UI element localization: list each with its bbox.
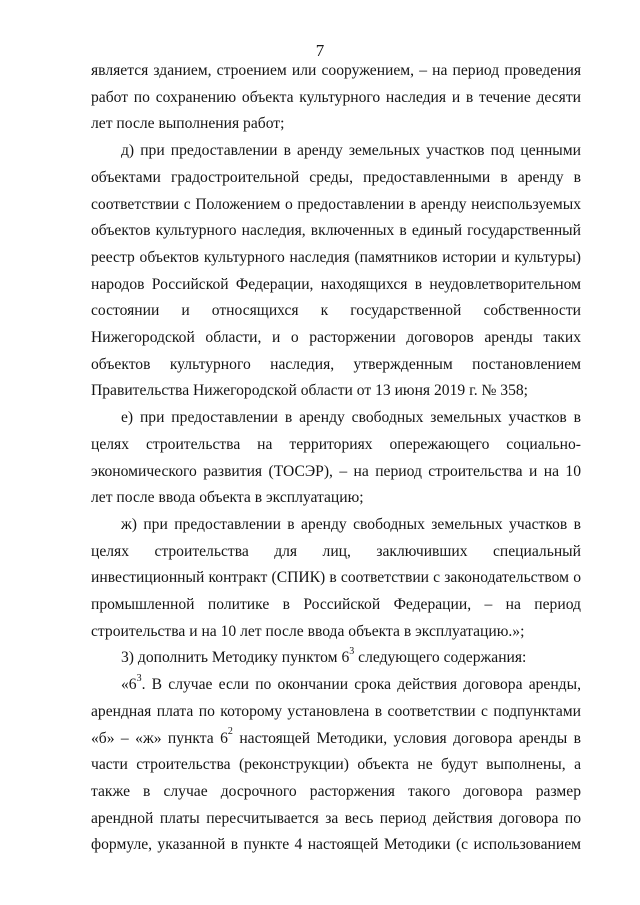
page-number: 7 [315, 41, 325, 60]
paragraph-item-d: д) при предоставлении в аренду земельных участков под ценными объектами градостроительной среды, предоставленными в аренду в соответствии с Положением о предоставлении в аренду неиспользуемых объектов культурного наследия, включенных в единый государственный реестр объектов культурного наследия (памятников истории и культуры) народов Российской Федерации, находящихся в неудовлетворительном состоянии и относящихся к государственной собственности Нижегородской области, и о расторжении договоров аренды таких объектов культурного наследия, утвержденным постановлением Правительства Нижегородской области от 13 июня 2019 г. № 358; [91, 142, 581, 400]
paragraph-item-e: е) при предоставлении в аренду свободных земельных участков в целях строительства на территориях опережающего социально-экономического развития (ТОСЭР), – на период строительства и на 10 лет после ввода объекта в эксплуатацию; [91, 409, 581, 507]
paragraph-continuation: является зданием, строением или сооружением, – на период проведения работ по сохранению объекта культурного наследия и в течение десяти лет после выполнения работ; [91, 62, 581, 133]
point-text-end: настоящей Методики, условия договора аренды в части строительства (реконструкции) объекта не будут выполнены, а также в случае досрочного расторжения такого договора размер арендной платы пересчитывается за весь период действия договора по формуле, указанной в пункте 4 настоящей Методики (с использованием [91, 729, 581, 854]
point-text-middle: . В случае если по окончании срока действия договора аренды, арендная плата по которому установлена в соответствии с подпунктами «б» – «ж» пункта 6 [91, 676, 581, 747]
point-text-open: «6 [121, 676, 137, 694]
superscript: 2 [227, 726, 233, 738]
superscript: 3 [349, 646, 355, 658]
amendment-text-start: 3) дополнить Методику пунктом 6 [121, 649, 350, 667]
paragraph-item-zh: ж) при предоставлении в аренду свободных земельных участков в целях строительства для лиц, заключивших специальный инвестиционный контракт (СПИК) в соответствии с законодательством о промышленной политике в Российской Федерации, – на период строительства и на 10 лет после ввода объекта в эксплуатацию.»; [91, 515, 581, 640]
document-body [91, 58, 581, 859]
paragraph-amendment-3 [91, 645, 581, 672]
amendment-text-end: следующего содержания: [354, 649, 527, 667]
superscript: 3 [136, 672, 142, 684]
paragraph-point-6-3 [91, 672, 581, 859]
